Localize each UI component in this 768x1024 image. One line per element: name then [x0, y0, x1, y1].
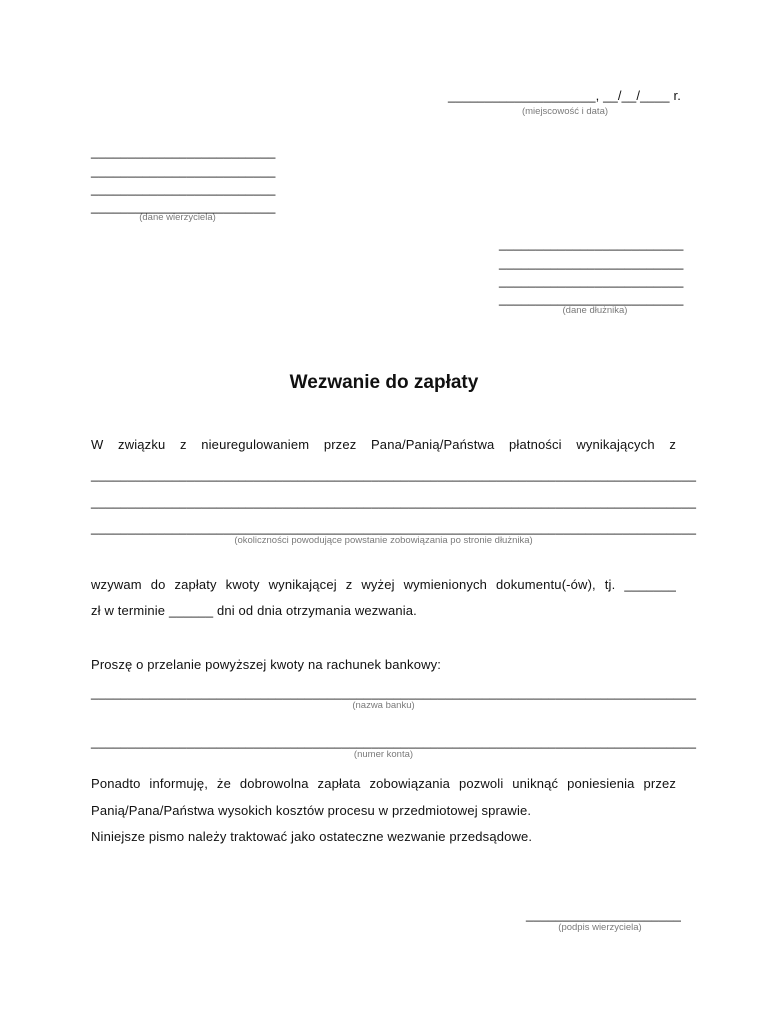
signature-line: _____________________	[526, 907, 681, 922]
debtor-line-2: _________________________	[499, 255, 684, 270]
debtor-line-1: _________________________	[499, 236, 684, 251]
info-line-1: Ponadto informuję, że dobrowolna zapłata zobowiązania pozwoli uniknąć poniesienia przez	[91, 776, 676, 791]
demand-line-1: wzywam do zapłaty kwoty wynikającej z wyżej wymienionych dokumentu(-ów), tj. _______	[91, 577, 676, 592]
final-line: Niniejsze pismo należy traktować jako ostateczne wezwanie przedsądowe.	[91, 829, 533, 844]
debtor-caption: (dane dłużnika)	[562, 305, 628, 316]
info-line-2: Panią/Pana/Państwa wysokich kosztów procesu w przedmiotowej sprawie.	[91, 803, 532, 818]
bank-line: __________________________________________________________________________________	[91, 685, 697, 700]
circumstance-caption: (okoliczności powodujące powstanie zobowiązania po stronie dłużnika)	[234, 535, 533, 546]
transfer-request: Proszę o przelanie powyższej kwoty na rachunek bankowy:	[91, 657, 442, 672]
account-caption: (numer konta)	[353, 749, 414, 760]
signature-caption: (podpis wierzyciela)	[558, 922, 642, 933]
bank-caption: (nazwa banku)	[352, 700, 415, 711]
demand-line-2: zł w terminie ______ dni od dnia otrzymania wezwania.	[91, 603, 417, 618]
creditor-line-1: _________________________	[91, 144, 276, 159]
creditor-caption: (dane wierzyciela)	[139, 212, 216, 223]
circumstance-line-1: __________________________________________________________________________________	[91, 467, 697, 482]
debtor-line-4: _________________________	[499, 291, 684, 306]
creditor-line-4: _________________________	[91, 199, 276, 214]
circumstance-line-3: __________________________________________________________________________________	[91, 520, 697, 535]
circumstance-line-2: __________________________________________________________________________________	[91, 494, 697, 509]
document-title: Wezwanie do zapłaty	[289, 372, 479, 393]
creditor-line-2: _________________________	[91, 163, 276, 178]
intro-text: W związku z nieuregulowaniem przez Pana/Panią/Państwa płatności wynikających z	[91, 437, 676, 452]
account-line: __________________________________________________________________________________	[91, 734, 697, 749]
place-date-line: ____________________, __/__/____ r.	[448, 88, 681, 103]
debtor-line-3: _________________________	[499, 273, 684, 288]
place-date-caption: (miejscowość i data)	[521, 106, 609, 117]
creditor-line-3: _________________________	[91, 181, 276, 196]
